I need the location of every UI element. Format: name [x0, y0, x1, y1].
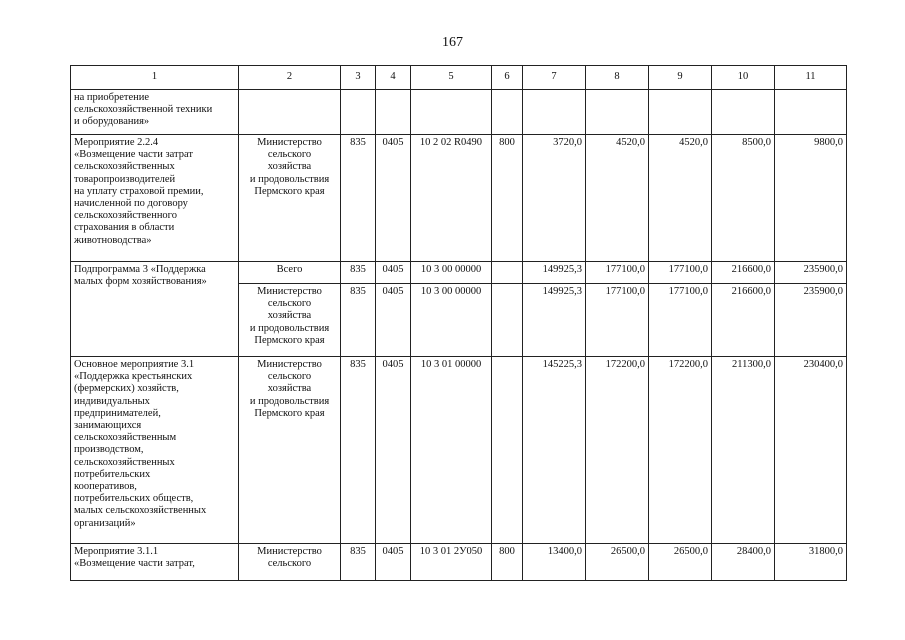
budget-table — [70, 65, 847, 581]
administrator-cell: Министерство сельского хозяйства и продовольствия Пермского края — [239, 135, 341, 262]
column-header: 11 — [775, 66, 847, 90]
activity-name-cell: Мероприятие 2.2.4 «Возмещение части затрат сельскохозяйственных товаропроизводителей на уплату страховой премии, начисленной по договору сельскохозяйственного страхования в области животноводства» — [71, 135, 239, 262]
amount-cell: 8500,0 — [712, 135, 775, 262]
amount-cell: 4520,0 — [586, 135, 649, 262]
code-cell: 10 3 00 00000 — [411, 284, 492, 357]
amount-cell: 31800,0 — [775, 544, 847, 581]
code-cell: 10 3 00 00000 — [411, 262, 492, 284]
activity-name-cell: на приобретение сельскохозяйственной техники и оборудования» — [71, 90, 239, 135]
code-cell: 835 — [341, 135, 376, 262]
amount-cell: 211300,0 — [712, 357, 775, 544]
column-header: 1 — [71, 66, 239, 90]
administrator-cell: Министерство сельского хозяйства и продовольствия Пермского края — [239, 284, 341, 357]
table-row — [71, 262, 847, 284]
amount-cell: 26500,0 — [649, 544, 712, 581]
amount-cell — [775, 90, 847, 135]
amount-cell: 177100,0 — [586, 262, 649, 284]
table-row — [71, 90, 847, 135]
administrator-cell — [239, 90, 341, 135]
amount-cell — [586, 90, 649, 135]
table-row — [71, 544, 847, 581]
code-cell: 800 — [492, 135, 523, 262]
code-cell: 800 — [492, 544, 523, 581]
activity-name-cell: Подпрограмма 3 «Поддержка малых форм хозяйствования» — [71, 262, 239, 357]
code-cell — [492, 262, 523, 284]
code-cell: 835 — [341, 357, 376, 544]
column-header: 3 — [341, 66, 376, 90]
table-row — [71, 357, 847, 544]
code-cell: 0405 — [376, 284, 411, 357]
amount-cell: 149925,3 — [523, 284, 586, 357]
amount-cell: 216600,0 — [712, 262, 775, 284]
column-header: 10 — [712, 66, 775, 90]
amount-cell: 216600,0 — [712, 284, 775, 357]
amount-cell: 3720,0 — [523, 135, 586, 262]
amount-cell: 230400,0 — [775, 357, 847, 544]
amount-cell: 149925,3 — [523, 262, 586, 284]
amount-cell: 177100,0 — [649, 262, 712, 284]
code-cell: 835 — [341, 544, 376, 581]
code-cell: 0405 — [376, 357, 411, 544]
column-header: 4 — [376, 66, 411, 90]
code-cell: 0405 — [376, 262, 411, 284]
amount-cell — [649, 90, 712, 135]
column-header: 9 — [649, 66, 712, 90]
code-cell — [341, 90, 376, 135]
column-header: 6 — [492, 66, 523, 90]
amount-cell: 235900,0 — [775, 284, 847, 357]
amount-cell: 177100,0 — [586, 284, 649, 357]
code-cell — [492, 90, 523, 135]
amount-cell: 4520,0 — [649, 135, 712, 262]
code-cell: 10 3 01 2У050 — [411, 544, 492, 581]
column-header: 5 — [411, 66, 492, 90]
amount-cell: 172200,0 — [586, 357, 649, 544]
code-cell — [492, 357, 523, 544]
amount-cell: 9800,0 — [775, 135, 847, 262]
amount-cell: 177100,0 — [649, 284, 712, 357]
code-cell: 10 3 01 00000 — [411, 357, 492, 544]
amount-cell: 13400,0 — [523, 544, 586, 581]
code-cell — [492, 284, 523, 357]
column-header: 2 — [239, 66, 341, 90]
amount-cell: 235900,0 — [775, 262, 847, 284]
administrator-cell: Министерство сельского — [239, 544, 341, 581]
code-cell: 835 — [341, 284, 376, 357]
amount-cell: 26500,0 — [586, 544, 649, 581]
code-cell: 835 — [341, 262, 376, 284]
column-header: 7 — [523, 66, 586, 90]
code-cell: 10 2 02 R0490 — [411, 135, 492, 262]
administrator-cell: Всего — [239, 262, 341, 284]
table-header-row — [71, 66, 847, 90]
activity-name-cell: Основное мероприятие 3.1 «Поддержка крестьянских (фермерских) хозяйств, индивидуальных предпринимателей, занимающихся сельскохозяйственным производством, сельскохозяйственных потребительских кооперативов, потребительских обществ, малых сельскохозяйственных организаций» — [71, 357, 239, 544]
code-cell — [376, 90, 411, 135]
code-cell: 0405 — [376, 544, 411, 581]
amount-cell — [712, 90, 775, 135]
amount-cell: 28400,0 — [712, 544, 775, 581]
amount-cell — [523, 90, 586, 135]
page-number: 167 — [442, 35, 463, 50]
table-row — [71, 135, 847, 262]
activity-name-cell: Мероприятие 3.1.1 «Возмещение части затрат, — [71, 544, 239, 581]
column-header: 8 — [586, 66, 649, 90]
code-cell — [411, 90, 492, 135]
administrator-cell: Министерство сельского хозяйства и продовольствия Пермского края — [239, 357, 341, 544]
amount-cell: 172200,0 — [649, 357, 712, 544]
code-cell: 0405 — [376, 135, 411, 262]
amount-cell: 145225,3 — [523, 357, 586, 544]
